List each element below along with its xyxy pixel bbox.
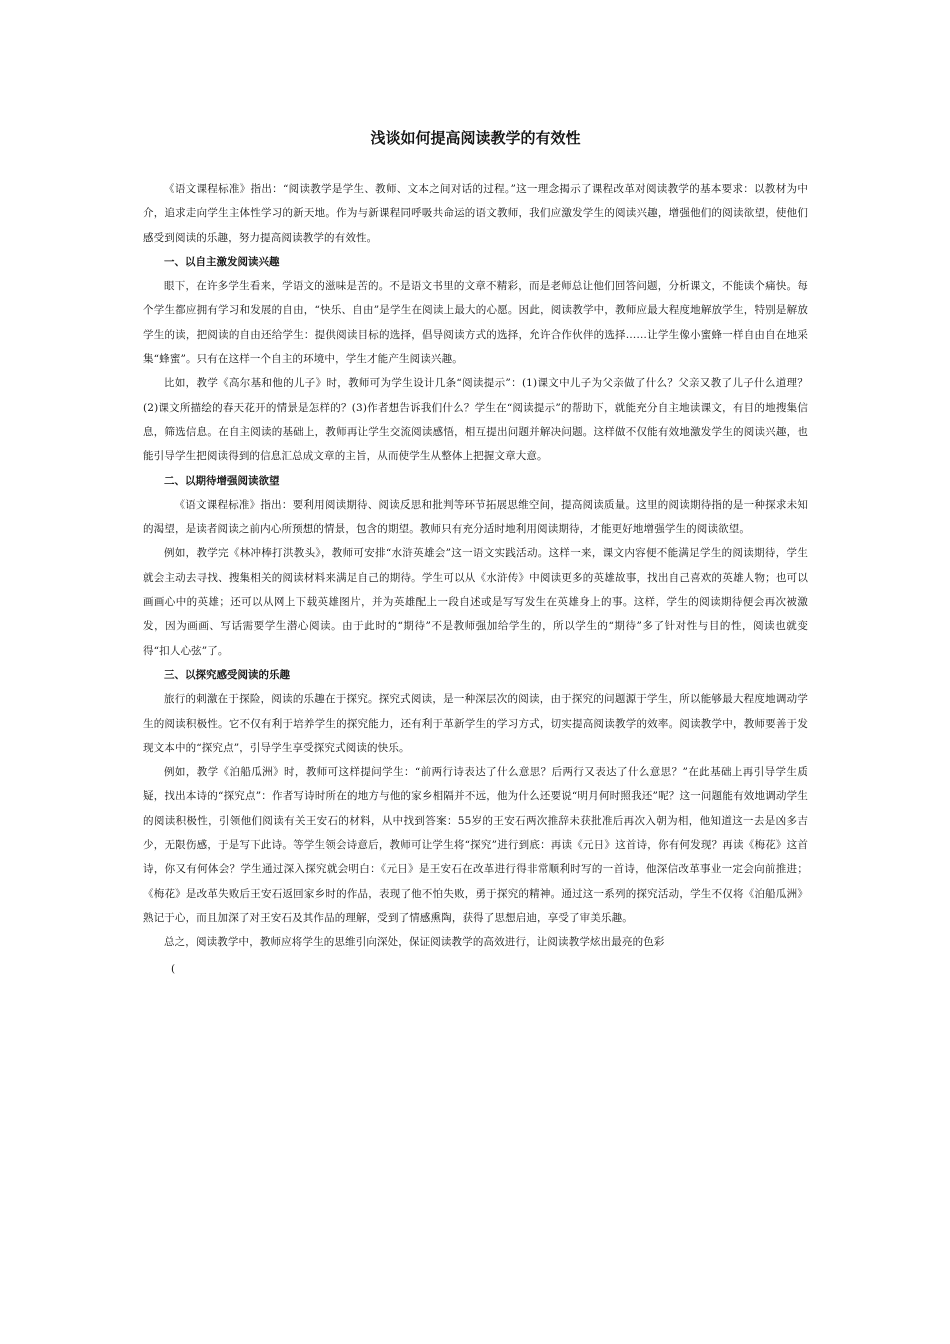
intro-paragraph: 《语文课程标准》指出：“阅读教学是学生、教师、文本之间对话的过程。”这一理念揭示了课程改革对阅读教学的基本要求：以教材为中介，追求走向学生主体性学习的新天地。作为与新课程同呼吸共命运的语文教师，我们应激发学生的阅读兴趣，增强他们的阅读欲望，使他们感受到阅读的乐趣，努力提高阅读教学的有效性。 — [143, 183, 808, 244]
section-3 — [143, 663, 808, 930]
section-2 — [143, 469, 808, 663]
section-heading: 三、以探究感受阅读的乐趣 — [164, 668, 290, 681]
section-paragraph: 眼下，在许多学生看来，学语文的滋味是苦的。不是语文书里的文章不精彩，而是老师总让他们回答问题，分析课文，不能读个痛快。每个学生都应拥有学习和发展的自由，“快乐、自由”是学生在阅读上最大的心愿。因此，阅读教学中，教师应最大程度地解放学生，特别是解放学生的读，把阅读的自由还给学生：提供阅读目标的选择，倡导阅读方式的选择，允许合作伙伴的选择……让学生像小蜜蜂一样自由自在地采集“蜂蜜”。只有在这样一个自主的环境中，学生才能产生阅读兴趣。 — [143, 280, 808, 366]
section-paragraph: 例如，教学完《林冲棒打洪教头》，教师可安排“水浒英雄会”这一语文实践活动。这样一来，课文内容便不能满足学生的阅读期待，学生就会主动去寻找、搜集相关的阅读材料来满足自己的期待。学生可以从《水浒传》中阅读更多的英雄故事，找出自己喜欢的英雄人物；也可以画画心中的英雄；还可以从网上下载英雄图片，并为英雄配上一段自述或是写写发生在英雄身上的事。这样，学生的阅读期待便会再次被激发，因为画画、写话需要学生潜心阅读。由于此时的“期待”不是教师强加给学生的，所以学生的“期待”多了针对性与目的性，阅读也就变得“扣人心弦”了。 — [143, 547, 808, 657]
document-title: 浅谈如何提高阅读教学的有效性 — [370, 129, 581, 147]
section-1 — [143, 250, 808, 469]
section-paragraph: 《语文课程标准》指出：要利用阅读期待、阅读反思和批判等环节拓展思维空间，提高阅读质量。这里的阅读期待指的是一种探求未知的渴望，是读者阅读之前内心所预想的情景，包含的期望。教师只有充分适时地利用阅读期待，才能更好地增强学生的阅读欲望。 — [143, 498, 808, 536]
section-heading: 二、以期待增强阅读欲望 — [164, 474, 280, 487]
section-paragraph: 旅行的刺激在于探险，阅读的乐趣在于探究。探究式阅读，是一种深层次的阅读，由于探究的问题源于学生，所以能够最大程度地调动学生的阅读积极性。它不仅有利于培养学生的探究能力，还有利于革新学生的学习方式，切实提高阅读教学的效率。阅读教学中，教师要善于发现文本中的“探究点”，引导学生享受探究式阅读的快乐。 — [143, 693, 808, 754]
section-paragraph: 比如，教学《高尔基和他的儿子》时，教师可为学生设计几条“阅读提示”：(1)课文中儿子为父亲做了什么？父亲又教了儿子什么道理？(2)课文所描绘的春天花开的情景是怎样的？(3)作者想告诉我们什么？学生在“阅读提示”的帮助下，就能充分自主地读课文，有目的地搜集信息，筛选信息。在自主阅读的基础上，教师再让学生交流阅读感悟，相互提出问题并解决问题。这样做不仅能有效地激发学生的阅读兴趣，也能引导学生把阅读得到的信息汇总成文章的主旨，从而使学生从整体上把握文章大意。 — [143, 377, 808, 463]
document-body — [143, 177, 808, 983]
section-heading: 一、以自主激发阅读兴趣 — [164, 255, 280, 268]
section-paragraph: 例如，教学《泊船瓜洲》时，教师可这样提问学生：“前两行诗表达了什么意思？后两行又表达了什么意思？”在此基础上再引导学生质疑，找出本诗的“探究点”：作者写诗时所在的地方与他的家乡相隔并不远，他为什么还要说“明月何时照我还”呢？这一问题能有效地调动学生的阅读积极性，引领他们阅读有关王安石的材料，从中找到答案：55岁的王安石两次推辞未获批准后再次入朝为相，他知道这一去是凶多吉少，无限伤感，于是写下此诗。等学生领会诗意后，教师可让学生将“探究”进行到底：再读《元日》这首诗，你有何发现？再读《梅花》这首诗，你又有何体会？学生通过深入探究就会明白：《元日》是王安石在改革进行得非常顺利时写的一首诗，他深信改革事业一定会向前推进；《梅花》是改革失败后王安石返回家乡时的作品，表现了他不怕失败，勇于探究的精神。通过这一系列的探究活动，学生不仅将《泊船瓜洲》熟记于心，而且加深了对王安石及其作品的理解，受到了情感熏陶，获得了思想启迪，享受了审美乐趣。 — [143, 766, 808, 924]
conclusion-paragraph: 总之，阅读教学中，教师应将学生的思维引向深处，保证阅读教学的高效进行，让阅读教学炫出最亮的色彩 — [164, 936, 665, 949]
trailing-mark: ( — [171, 962, 176, 975]
